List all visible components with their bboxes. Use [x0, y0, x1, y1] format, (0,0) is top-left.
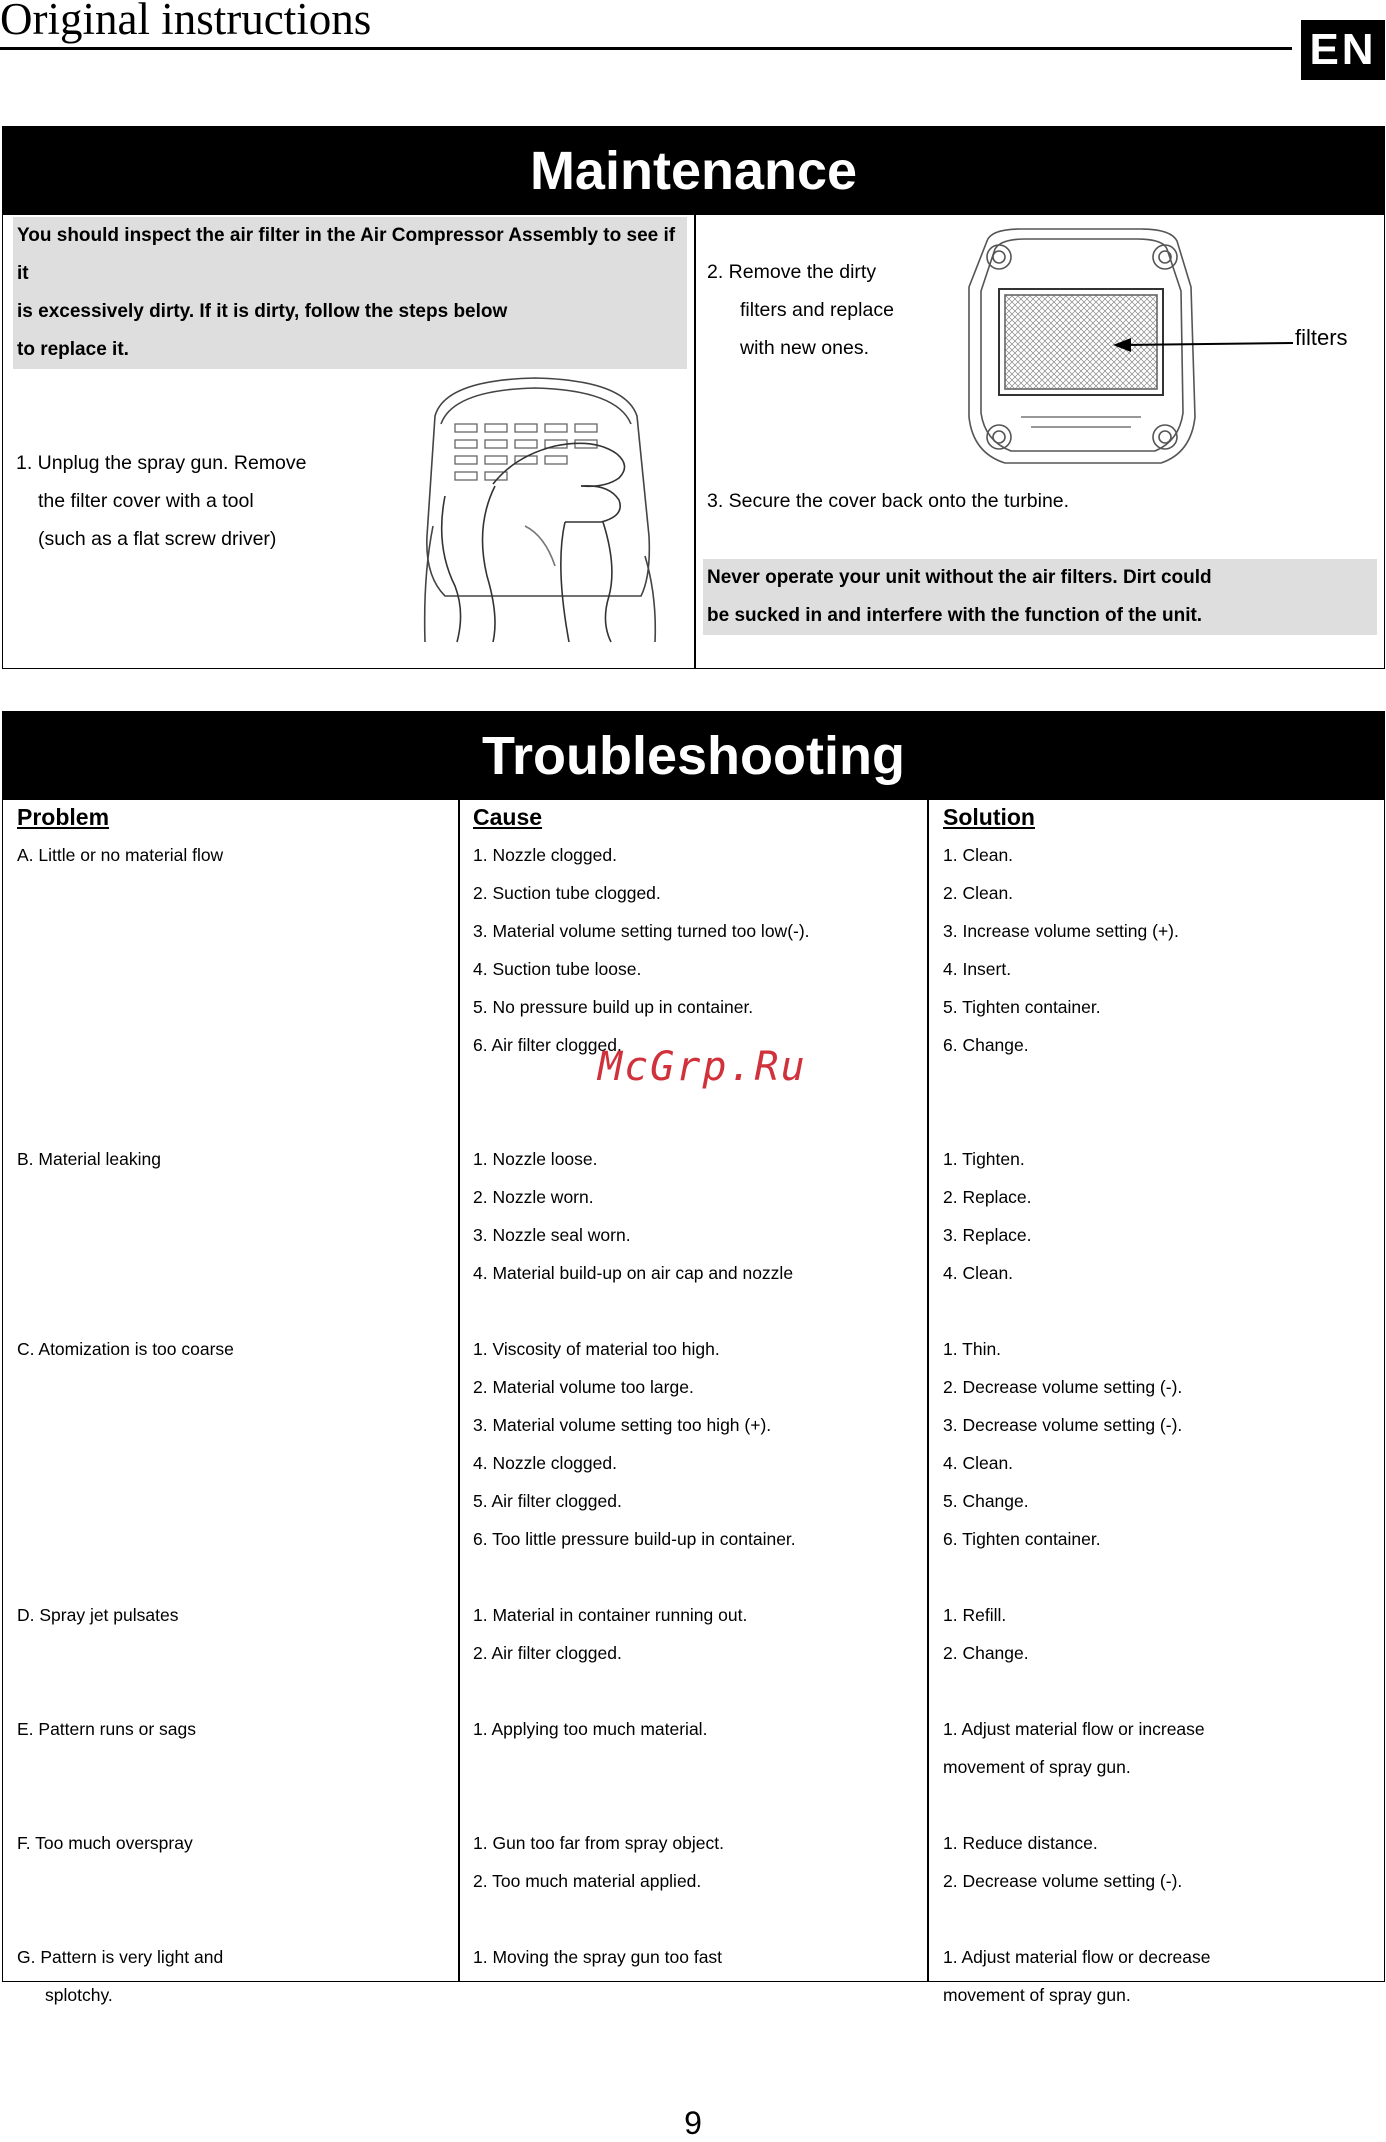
- cause-line: 5. Air filter clogged.: [473, 1491, 622, 1511]
- solution-line: 5. Change.: [943, 1491, 1029, 1511]
- filters-pointer-arrow: [1113, 335, 1293, 355]
- solution-line: 6. Tighten container.: [943, 1529, 1101, 1549]
- solution-line: 2. Decrease volume setting (-).: [943, 1377, 1183, 1397]
- step-line: (such as a flat screw driver): [38, 528, 277, 550]
- problem-cell-e: [17, 1710, 196, 1748]
- filters-callout-label: filters: [1295, 325, 1348, 350]
- cause-cell-c: [473, 1330, 796, 1558]
- solution-line: 1. Adjust material flow or decrease: [943, 1947, 1211, 1967]
- solution-line: 3. Increase volume setting (+).: [943, 921, 1179, 941]
- note-line: is excessively dirty. If it is dirty, follow the steps below: [17, 301, 508, 322]
- solution-line: 3. Replace.: [943, 1225, 1032, 1245]
- solution-line: 2. Replace.: [943, 1187, 1032, 1207]
- problem-line: splotchy.: [45, 1985, 113, 2005]
- note-line: Never operate your unit without the air filters. Dirt could: [707, 567, 1212, 588]
- cause-line: 1. Moving the spray gun too fast: [473, 1947, 723, 1967]
- document-header-title: Original instructions: [0, 0, 372, 44]
- remove-filter-cover-illustration: [405, 376, 669, 644]
- cause-line: 1. Gun too far from spray object.: [473, 1833, 724, 1853]
- solution-line: 1. Tighten.: [943, 1149, 1025, 1169]
- problem-line: A. Little or no material flow: [17, 845, 224, 865]
- solution-cell-a: [943, 836, 1179, 1064]
- solution-cell-f: [943, 1824, 1182, 1900]
- cause-line: 2. Suction tube clogged.: [473, 883, 661, 903]
- solution-line: 4. Clean.: [943, 1263, 1014, 1283]
- page-number: 9: [684, 2105, 702, 2141]
- air-filter-inspection-note: [13, 217, 687, 369]
- maintenance-step-2: [707, 253, 894, 367]
- air-filter-warning-note: [703, 559, 1377, 635]
- cause-cell-g: [473, 1938, 722, 1976]
- solution-cell-c: [943, 1330, 1182, 1558]
- note-line: be sucked in and interfere with the function of the unit.: [707, 605, 1203, 626]
- header-rule: [0, 47, 1292, 50]
- troubleshooting-table: [3, 800, 1384, 2005]
- cause-line: 5. No pressure build up in container.: [473, 997, 754, 1017]
- maintenance-title: Maintenance: [3, 127, 1384, 215]
- cause-cell-e: [473, 1710, 707, 1748]
- solution-cell-b: [943, 1140, 1032, 1292]
- problem-cell-c: [17, 1330, 234, 1368]
- problem-cell-f: [17, 1824, 193, 1862]
- cause-line: 4. Suction tube loose.: [473, 959, 642, 979]
- problem-line: D. Spray jet pulsates: [17, 1605, 179, 1625]
- note-line: to replace it.: [17, 339, 129, 360]
- cause-line: 3. Material volume setting turned too low(-).: [473, 921, 810, 941]
- troubleshooting-section: [2, 711, 1385, 2005]
- solution-line: movement of spray gun.: [943, 1757, 1131, 1777]
- solution-line: 2. Decrease volume setting (-).: [943, 1871, 1183, 1891]
- solution-line: 5. Tighten container.: [943, 997, 1101, 1017]
- problem-line: B. Material leaking: [17, 1149, 161, 1169]
- solution-line: 1. Adjust material flow or increase: [943, 1719, 1205, 1739]
- maintenance-column-divider: [694, 215, 696, 668]
- solution-cell-e: [943, 1710, 1205, 1786]
- step-line: 2. Remove the dirty: [707, 261, 877, 283]
- solution-line: 3. Decrease volume setting (-).: [943, 1415, 1183, 1435]
- solution-line: 2. Change.: [943, 1643, 1029, 1663]
- cause-line: 1. Nozzle clogged.: [473, 845, 617, 865]
- note-line: You should inspect the air filter in the Air Compressor Assembly to see if: [17, 225, 676, 246]
- cause-line: 2. Material volume too large.: [473, 1377, 694, 1397]
- step-line: filters and replace: [740, 299, 894, 321]
- cause-line: 1. Viscosity of material too high.: [473, 1339, 720, 1359]
- cause-line: 1. Applying too much material.: [473, 1719, 708, 1739]
- step-line: 1. Unplug the spray gun. Remove: [16, 452, 307, 474]
- solution-line: 4. Insert.: [943, 959, 1012, 979]
- solution-cell-d: [943, 1596, 1029, 1672]
- problem-line: E. Pattern runs or sags: [17, 1719, 196, 1739]
- solution-line: 1. Refill.: [943, 1605, 1007, 1625]
- cause-line: 2. Air filter clogged.: [473, 1643, 622, 1663]
- cause-cell-d: [473, 1596, 747, 1672]
- problem-cell-a: [17, 836, 223, 874]
- cause-line: 2. Nozzle worn.: [473, 1187, 594, 1207]
- solution-line: 6. Change.: [943, 1035, 1029, 1055]
- problem-line: C. Atomization is too coarse: [17, 1339, 234, 1359]
- watermark: McGrp.Ru: [598, 1044, 807, 1090]
- solution-column-header: Solution: [943, 804, 1035, 830]
- cause-cell-b: [473, 1140, 793, 1292]
- problem-cell-b: [17, 1140, 161, 1178]
- cause-line: 3. Nozzle seal worn.: [473, 1225, 631, 1245]
- maintenance-step-3: 3. Secure the cover back onto the turbine.: [707, 490, 1070, 512]
- solution-line: 1. Clean.: [943, 845, 1014, 865]
- cause-line: 6. Air filter clogged.: [473, 1035, 622, 1055]
- solution-line: 4. Clean.: [943, 1453, 1014, 1473]
- cause-cell-f: [473, 1824, 724, 1900]
- cause-cell-a: [473, 836, 810, 1064]
- solution-line: 2. Clean.: [943, 883, 1014, 903]
- problem-cell-d: [17, 1596, 178, 1634]
- table-column-divider: [458, 800, 460, 1981]
- language-badge: EN: [1301, 20, 1385, 80]
- problem-line: F. Too much overspray: [17, 1833, 193, 1853]
- cause-line: 3. Material volume setting too high (+).: [473, 1415, 772, 1435]
- cause-line: 1. Material in container running out.: [473, 1605, 748, 1625]
- problem-cell-g: [17, 1938, 223, 2014]
- solution-line: movement of spray gun.: [943, 1985, 1131, 2005]
- maintenance-step-1: [16, 444, 307, 558]
- cause-line: 2. Too much material applied.: [473, 1871, 702, 1891]
- table-column-divider: [927, 800, 929, 1981]
- troubleshooting-title: Troubleshooting: [3, 712, 1384, 800]
- cause-line: 1. Nozzle loose.: [473, 1149, 598, 1169]
- solution-line: 1. Thin.: [943, 1339, 1002, 1359]
- maintenance-body: [3, 215, 1384, 668]
- step-line: with new ones.: [740, 337, 869, 359]
- cause-line: 6. Too little pressure build-up in container.: [473, 1529, 796, 1549]
- cause-line: 4. Nozzle clogged.: [473, 1453, 617, 1473]
- maintenance-section: [2, 126, 1385, 669]
- problem-column-header: Problem: [17, 804, 110, 830]
- problem-line: G. Pattern is very light and: [17, 1947, 224, 1967]
- solution-line: 1. Reduce distance.: [943, 1833, 1098, 1853]
- solution-cell-g: [943, 1938, 1211, 2014]
- cause-column-header: Cause: [473, 804, 543, 830]
- note-line: it: [17, 263, 29, 284]
- step-line: the filter cover with a tool: [38, 490, 254, 512]
- cause-line: 4. Material build-up on air cap and nozzle: [473, 1263, 794, 1283]
